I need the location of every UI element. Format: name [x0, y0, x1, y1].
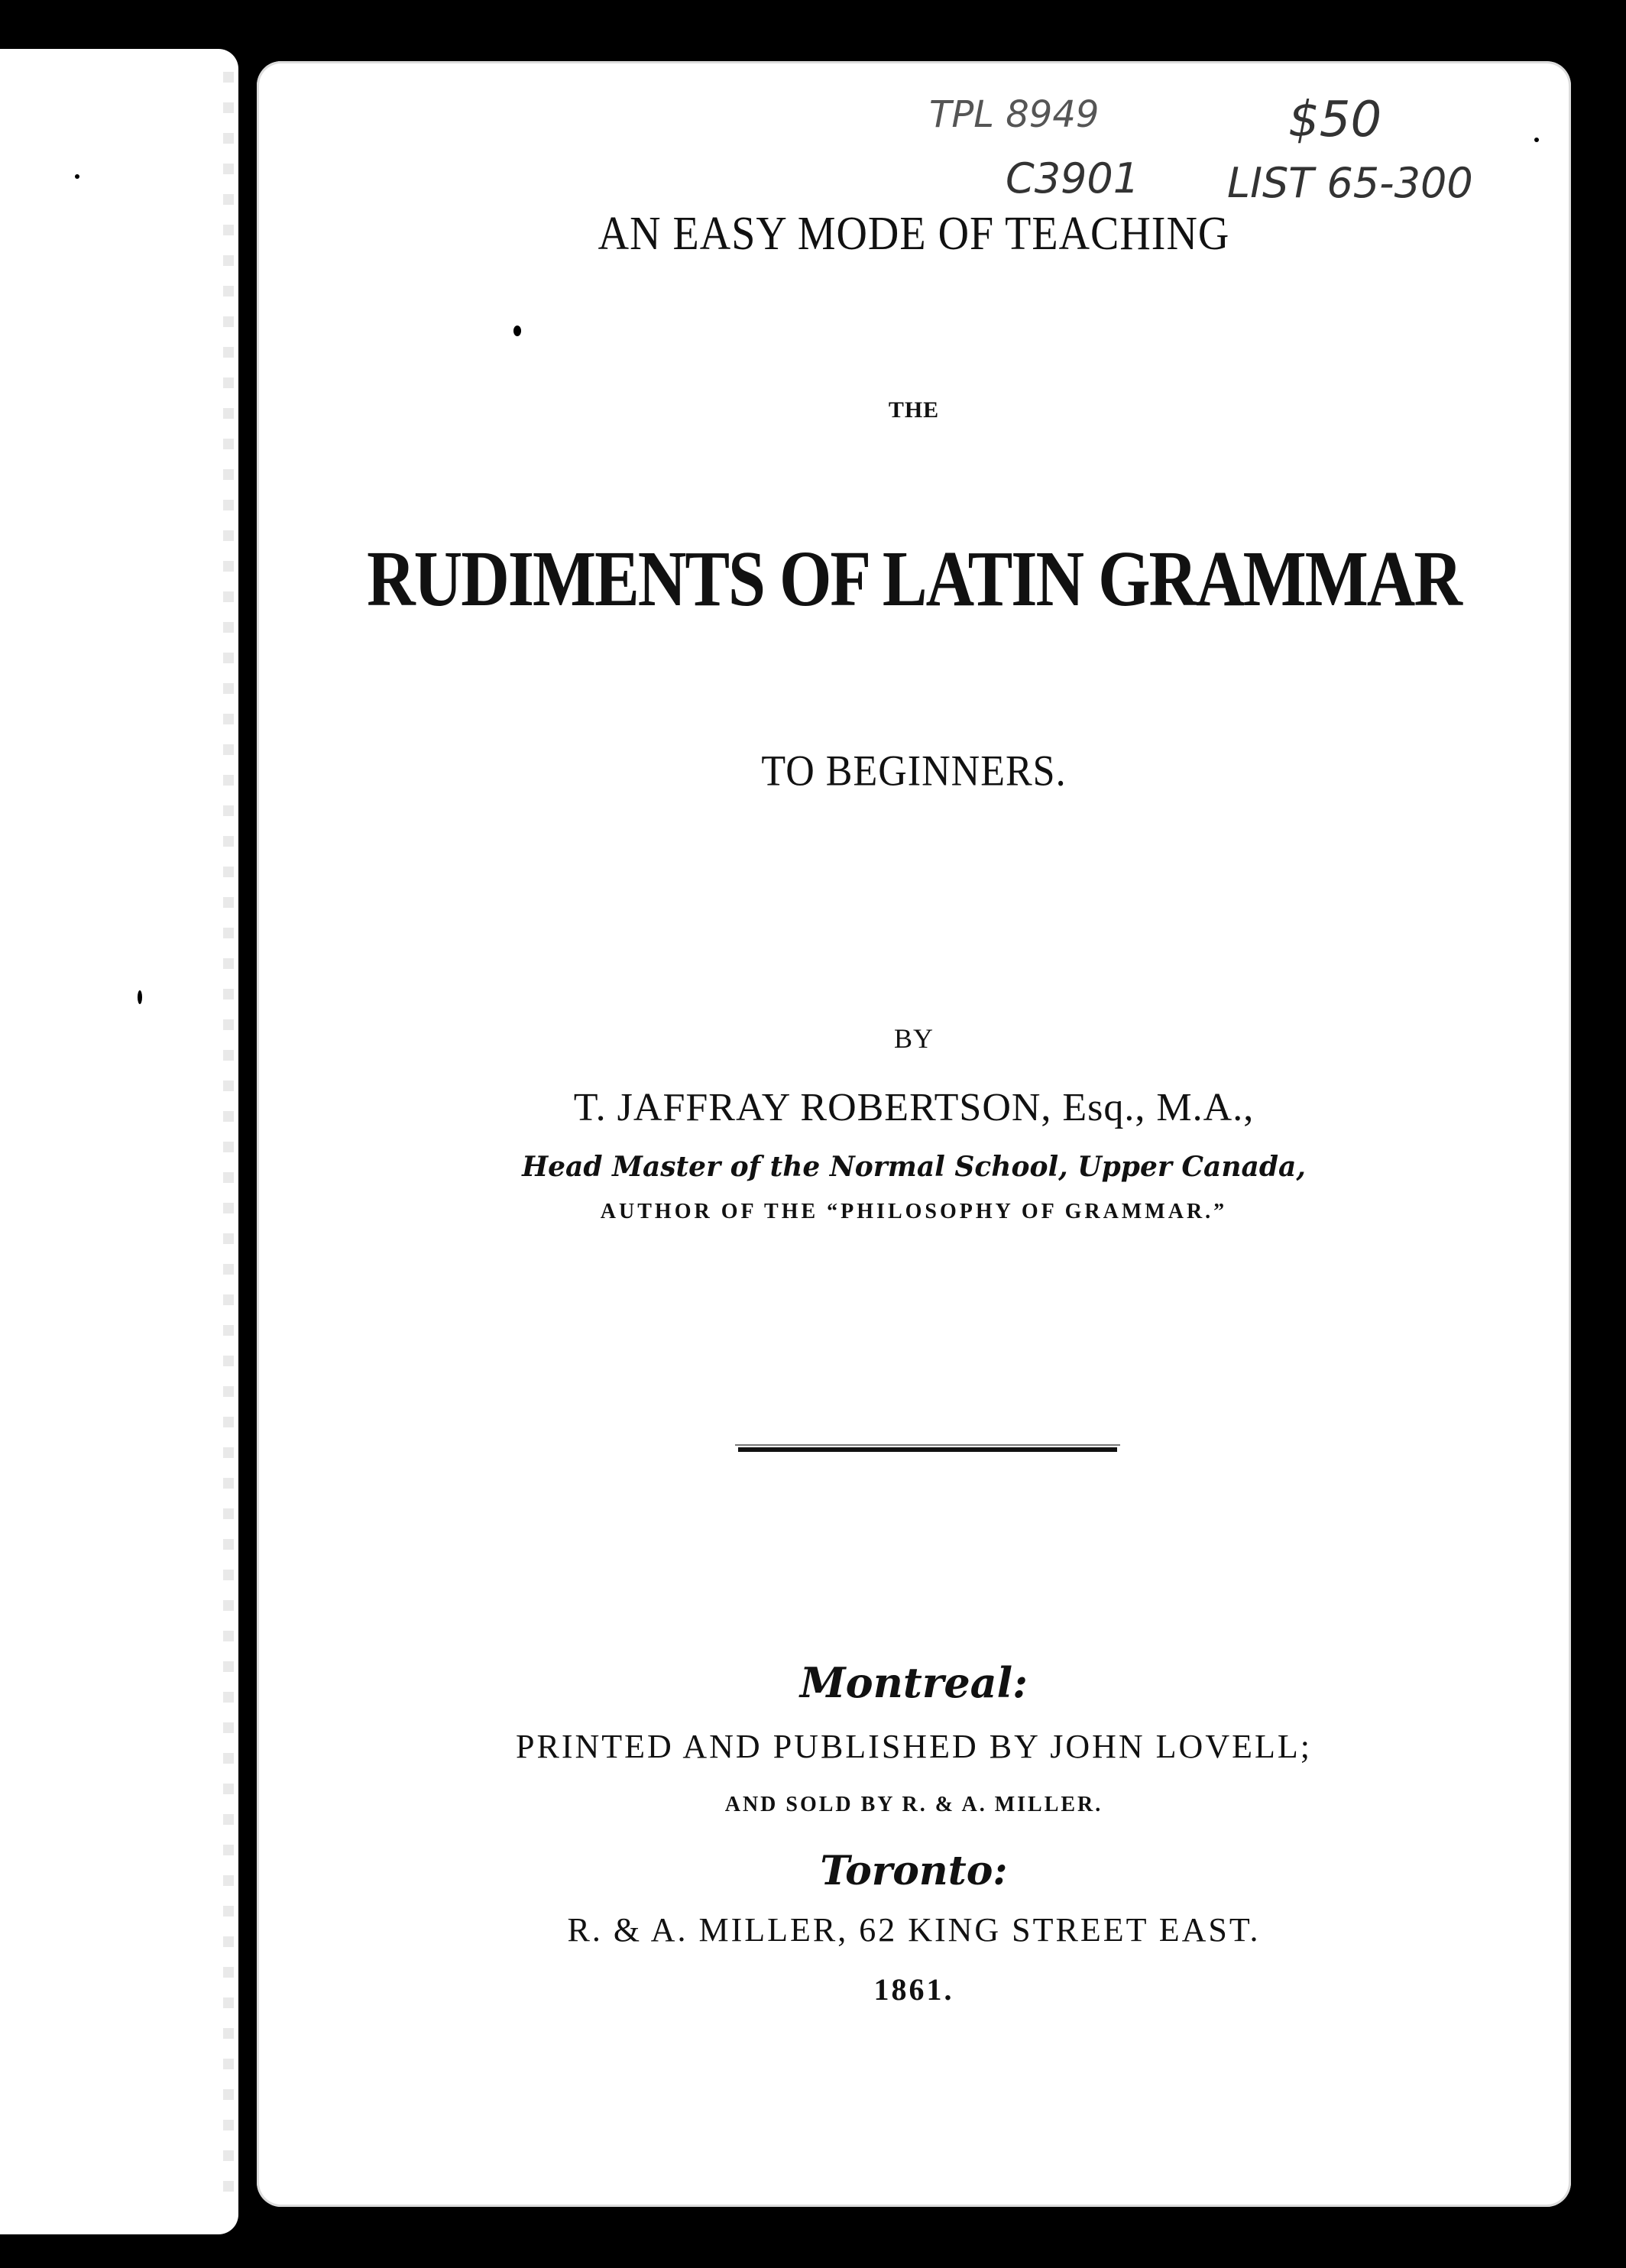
- imprint-address: R. & A. MILLER, 62 KING STREET EAST.: [567, 1911, 1261, 1949]
- scan-speck: [138, 990, 142, 1004]
- facing-page-edge-texture: [223, 72, 234, 2204]
- main-title: RUDIMENTS OF LATIN GRAMMAR: [367, 536, 1461, 624]
- scan-speck: [1534, 138, 1539, 142]
- imprint-city-montreal: Montreal:: [799, 1658, 1028, 1707]
- byline-by: BY: [893, 1023, 934, 1054]
- facing-page-edge: [0, 49, 238, 2234]
- handwritten-price: $50: [1288, 92, 1382, 148]
- author-name: T. JAFFRAY ROBERTSON, Esq., M.A.,: [573, 1086, 1255, 1129]
- title-page: [257, 61, 1571, 2207]
- title-line-the: THE: [888, 397, 940, 423]
- handwritten-catalogue-number: C3901: [1006, 154, 1140, 202]
- scan-speck: [75, 174, 79, 179]
- handwritten-list-reference: LIST 65-300: [1227, 159, 1473, 207]
- imprint-year: 1861.: [873, 1972, 954, 2007]
- imprint-publisher: PRINTED AND PUBLISHED BY JOHN LOVELL;: [516, 1728, 1312, 1765]
- title-line-to-beginners: TO BEGINNERS.: [761, 747, 1067, 795]
- author-credit: AUTHOR OF THE “PHILOSOPHY OF GRAMMAR.”: [600, 1200, 1228, 1223]
- binding-gutter: [238, 0, 257, 2268]
- imprint-sold-by: AND SOLD BY R. & A. MILLER.: [724, 1793, 1103, 1816]
- handwritten-accession-number: TPL 8949: [929, 93, 1100, 136]
- author-position: Head Master of the Normal School, Upper Canada,: [522, 1151, 1306, 1183]
- scan-speck: [513, 326, 521, 336]
- decorative-rule: [738, 1447, 1117, 1452]
- imprint-city-toronto: Toronto:: [820, 1848, 1008, 1894]
- title-line-1: AN EASY MODE OF TEACHING: [598, 207, 1230, 261]
